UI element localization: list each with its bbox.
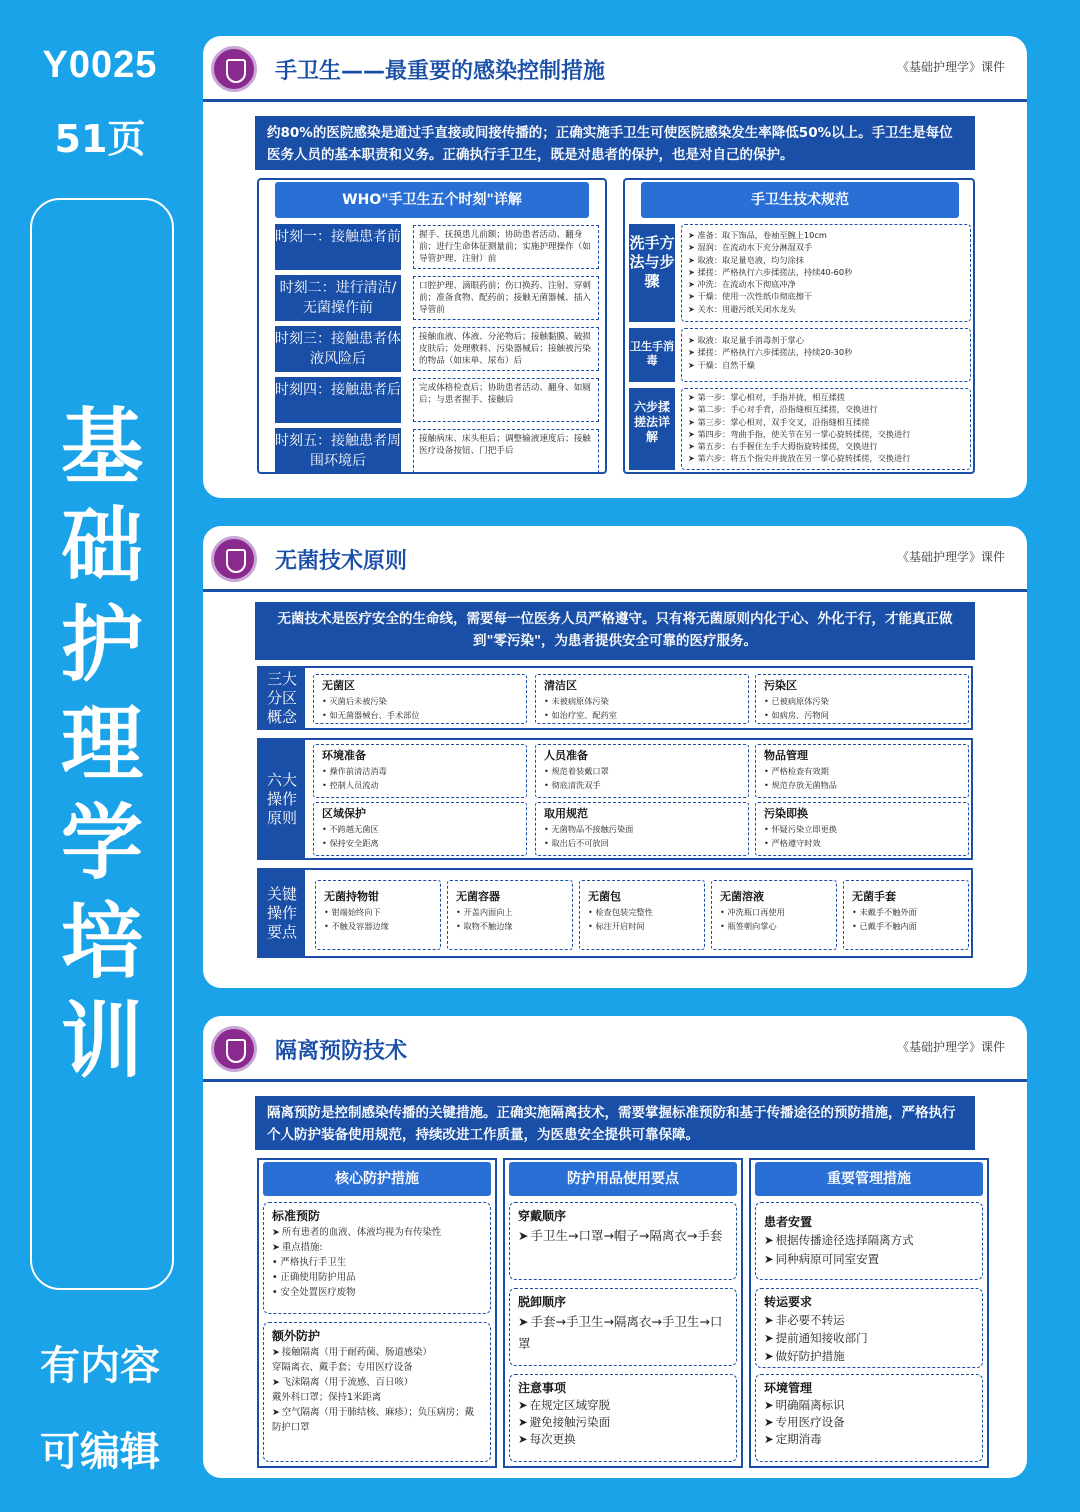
tech-step: ➤ 第三步：掌心相对，双手交叉，沿指缝相互揉搓 [688,416,964,428]
op-cell [711,880,837,950]
tech-step: ➤ 干燥：使用一次性纸巾彻底擦干 [688,290,964,302]
box-title: 转运要求 [764,1295,813,1309]
box-title: 额外防护 [272,1329,321,1343]
box-line: ➤ 手套→手卫生→隔离衣→手卫生→口罩 [518,1311,728,1355]
tech-step: ➤ 干燥：自然干燥 [688,359,964,371]
tech-step: ➤ 第四步：弯曲手指，使关节在另一掌心旋转揉搓，交换进行 [688,428,964,440]
box-line: ➤ 避免接触污染面 [518,1414,728,1431]
box-line: ➤ 每次更换 [518,1431,728,1448]
cell-item: • 检查包装完整性 [588,905,696,919]
principle-cell [313,802,527,856]
principle-cell [313,744,527,798]
cell-item: • 保持安全距离 [322,836,518,850]
cell-item: • 冲洗瓶口再使用 [720,905,828,919]
slide-isolation [203,1016,1027,1478]
cell-item: • 标注开启时间 [588,919,696,933]
slide-title: 手卫生——最重要的感染控制措施 [275,59,606,84]
cell-title: 无菌手套 [852,890,896,903]
cell-item: • 严格遵守时效 [764,836,960,850]
school-logo-icon [211,536,257,582]
moment-row [275,326,601,372]
tech-row-six-steps [629,388,971,470]
cell-item: • 无菌物品不接触污染面 [544,822,740,836]
principle-cell [755,744,969,798]
box-line: 穿隔离衣、戴手套；专用医疗设备 [272,1362,413,1373]
standard-precaution-box [263,1202,491,1314]
doffing-order-box [509,1288,737,1366]
tech-label: 洗手方法与步骤 [629,224,675,322]
intro-banner: 隔离预防是控制感染传播的关键措施。正确实施隔离技术，需要掌握标准预防和基于传播途径的预防措施，严格执行个人防护装备使用规范，持续改进工作质量，为医患安全提供可靠保障。 [255,1096,975,1150]
box-title: 穿戴顺序 [518,1209,567,1223]
tech-step: ➤ 准备：取下饰品，卷袖至腕上10cm [688,229,964,241]
op-cell [447,880,573,950]
zones-section [257,666,973,730]
principle-cell [535,802,749,856]
cell-item: • 开盖内面向上 [456,905,564,919]
panel-heading: WHO"手卫生五个时刻"详解 [275,182,589,218]
school-logo-icon [211,1026,257,1072]
box-line: ➤ 提前通知接收部门 [764,1329,974,1347]
moment-row [275,275,601,321]
box-title: 脱卸顺序 [518,1295,567,1309]
cell-item: • 规范存放无菌物品 [764,778,960,792]
box-line: 戴外科口罩；保持1米距离 [272,1392,382,1403]
tech-row-rub [629,328,971,382]
course-tag: 《基础护理学》课件 [896,60,1005,74]
cell-title: 污染即换 [764,807,808,820]
moment-label: 时刻五：接触患者周围环境后 [275,428,401,474]
key-ops-section [257,868,973,958]
box-line: ➤ 空气隔离（用于肺结核、麻疹）；负压病房；戴防护口罩 [272,1405,482,1435]
title-char: 基 [60,400,143,495]
title-char: 学 [60,796,143,891]
box-line: • 严格执行手卫生 [272,1255,482,1270]
cell-title: 环境准备 [322,749,366,762]
tech-label: 六步揉搓法详解 [629,388,675,470]
box-title: 患者安置 [764,1215,813,1229]
slide-header [203,526,1027,592]
box-line: ➤ 非必要不转运 [764,1311,974,1329]
title-char: 础 [60,499,143,594]
op-cell [315,880,441,950]
school-logo-icon [211,46,257,92]
transport-box [755,1288,983,1368]
section-label: 关键操作要点 [259,870,305,956]
section-label: 六大操作原则 [259,740,305,858]
cell-item: • 如治疗室、配药室 [544,708,740,722]
principles-section [257,738,973,860]
ppe-usage-column [503,1158,743,1468]
title-char: 护 [60,598,143,693]
slide-title: 隔离预防技术 [275,1039,408,1064]
box-line: ➤ 根据传播途径选择隔离方式 [764,1231,974,1250]
box-line: ➤ 重点措施: [272,1240,482,1255]
cell-item: • 如无菌器械台、手术部位 [322,708,518,722]
tech-row-handwash [629,224,971,322]
cell-title: 无菌容器 [456,890,500,903]
who-moments-panel [257,178,607,474]
patient-placement-box [755,1202,983,1280]
moment-row [275,428,601,474]
box-line: ➤ 在规定区域穿脱 [518,1397,728,1414]
moment-label: 时刻一：接触患者前 [275,224,401,270]
core-protection-column [257,1158,497,1468]
tech-step: ➤ 冲洗：在流动水下彻底冲净 [688,278,964,290]
cell-title: 无菌区 [322,679,355,692]
cell-title: 污染区 [764,679,797,692]
section-label: 三大分区概念 [259,668,305,728]
moment-label: 时刻四：接触患者后 [275,377,401,423]
tech-label: 卫生手消毒 [629,328,675,382]
environment-box [755,1374,983,1462]
cell-title: 取用规范 [544,807,588,820]
op-cell [579,880,705,950]
tech-step: ➤ 取液：取足量手消毒剂于掌心 [688,334,964,346]
tech-step: ➤ 湿润：在流动水下充分淋湿双手 [688,241,964,253]
intro-banner: 无菌技术是医疗安全的生命线，需要每一位医务人员严格遵守。只有将无菌原则内化于心、外化于行，才能真正做到"零污染"，为患者提供安全可靠的医疗服务。 [255,602,975,660]
cell-item: • 操作前清洁消毒 [322,764,518,778]
moment-label: 时刻三：接触患者体液风险后 [275,326,401,372]
cell-item: • 未被病原体污染 [544,694,740,708]
slide-title: 无菌技术原则 [275,549,408,574]
document-code: Y0025 [42,44,158,86]
cell-item: • 取出后不可放回 [544,836,740,850]
box-line: ➤ 同种病原可同室安置 [764,1250,974,1269]
column-heading: 重要管理措施 [755,1162,983,1196]
moment-desc: 完成体格检查后；协助患者活动、翻身、如厕后；与患者握手、接触后 [413,378,599,422]
title-char: 培 [60,895,143,990]
principle-cell [535,744,749,798]
cell-item: • 瓶签朝向掌心 [720,919,828,933]
course-tag: 《基础护理学》课件 [896,1040,1005,1054]
title-char: 训 [60,994,143,1089]
box-line: ➤ 接触隔离（用于耐药菌、肠道感染） [272,1345,482,1360]
tech-step: ➤ 揉搓：严格执行六步揉搓法，持续20-30秒 [688,346,964,358]
cell-item: • 不触及容器边缘 [324,919,432,933]
hand-hygiene-tech-panel [623,178,975,474]
principle-cell [755,802,969,856]
cell-item: • 彻底清洗双手 [544,778,740,792]
content-note: 有内容 [40,1343,160,1389]
cell-item: • 怀疑污染立即更换 [764,822,960,836]
box-line: ➤ 专用医疗设备 [764,1414,974,1431]
tech-step: ➤ 关水：用避污纸关闭水龙头 [688,303,964,315]
course-tag: 《基础护理学》课件 [896,550,1005,564]
zone-cell [535,674,749,724]
cell-item: • 未戴手不触外面 [852,905,960,919]
cell-item: • 钳端始终向下 [324,905,432,919]
cell-title: 无菌包 [588,890,621,903]
cell-title: 物品管理 [764,749,808,762]
tech-step: ➤ 取液：取足量皂液，均匀涂抹 [688,254,964,266]
cell-item: • 已被病原体污染 [764,694,960,708]
moment-desc: 握手、抚摸患儿前额；协助患者活动、翻身前；进行生命体征测量前；实施护理操作（如导管护理、注射）前 [413,225,599,269]
moment-row [275,377,601,423]
moment-desc: 口腔护理、滴眼药前；伤口换药、注射、穿刺前；准备食物、配药前；接触无菌器械、插入导管前 [413,276,599,320]
page-count: 51页 [54,117,146,161]
box-line: • 正确使用防护用品 [272,1270,482,1285]
zone-cell [313,674,527,724]
box-line: ➤ 飞沫隔离（用于流感、百日咳） [272,1375,482,1390]
donning-order-box [509,1202,737,1280]
box-line: • 安全处置医疗废物 [272,1285,482,1300]
tech-steps [681,388,971,470]
precautions-box [509,1374,737,1462]
cell-item: • 规范着装戴口罩 [544,764,740,778]
cell-item: • 取物不触边缘 [456,919,564,933]
slide-aseptic [203,526,1027,988]
management-column [749,1158,989,1468]
tech-steps [681,224,971,322]
box-title: 注意事项 [518,1381,567,1395]
title-char: 理 [60,697,143,792]
editable-note: 可编辑 [40,1429,160,1475]
cell-title: 人员准备 [544,749,588,762]
box-line: ➤ 明确隔离标识 [764,1397,974,1414]
tech-step: ➤ 揉搓：严格执行六步揉搓法，持续40-60秒 [688,266,964,278]
box-line: ➤ 做好防护措施 [764,1347,974,1365]
cell-item: • 不跨越无菌区 [322,822,518,836]
zone-cell [755,674,969,724]
moment-desc: 接触病床、床头柜后；调整输液速度后；接触医疗设备按钮、门把手后 [413,429,599,473]
box-title: 标准预防 [272,1209,321,1223]
op-cell [843,880,969,950]
cell-item: • 严格检查有效期 [764,764,960,778]
tech-steps [681,328,971,382]
box-title: 环境管理 [764,1381,813,1395]
cell-title: 无菌持物钳 [324,890,379,903]
box-line: ➤ 定期消毒 [764,1431,974,1448]
moment-desc: 接触血液、体液、分泌物后；接触黏膜、破损皮肤后；处理敷料、污染器械后；接触被污染的物品（如床单、尿布）后 [413,327,599,371]
tech-step: ➤ 第六步：将五个指尖并拢放在另一掌心旋转揉搓，交换进行 [688,452,964,464]
box-line: ➤ 所有患者的血液、体液均视为有传染性 [272,1225,482,1240]
moment-label: 时刻二：进行清洁/无菌操作前 [275,275,401,321]
column-heading: 防护用品使用要点 [509,1162,737,1196]
panel-heading: 手卫生技术规范 [641,182,959,218]
cell-item: • 已戴手不触内面 [852,919,960,933]
column-heading: 核心防护措施 [263,1162,491,1196]
extra-protection-box [263,1322,491,1462]
tech-step: ➤ 第五步：右手握住左手大拇指旋转揉搓，交换进行 [688,440,964,452]
cell-title: 清洁区 [544,679,577,692]
tech-step: ➤ 第一步：掌心相对，手指并拢，相互揉搓 [688,391,964,403]
box-line: ➤ 手卫生→口罩→帽子→隔离衣→手套 [518,1225,728,1247]
slide-header [203,36,1027,102]
tech-step: ➤ 第二步：手心对手背，沿指缝相互揉搓，交换进行 [688,403,964,415]
cell-item: • 控制人员流动 [322,778,518,792]
vertical-title [30,398,174,1091]
cell-title: 无菌溶液 [720,890,764,903]
cell-item: • 如病房、污物间 [764,708,960,722]
cell-title: 区域保护 [322,807,366,820]
moment-row [275,224,601,270]
slide-header [203,1016,1027,1082]
intro-banner: 约80%的医院感染是通过手直接或间接传播的；正确实施手卫生可使医院感染发生率降低50%以上。手卫生是每位医务人员的基本职责和义务。正确执行手卫生，既是对患者的保护，也是对自己的保护。 [255,116,975,170]
cell-item: • 灭菌后未被污染 [322,694,518,708]
slide-hand-hygiene [203,36,1027,498]
